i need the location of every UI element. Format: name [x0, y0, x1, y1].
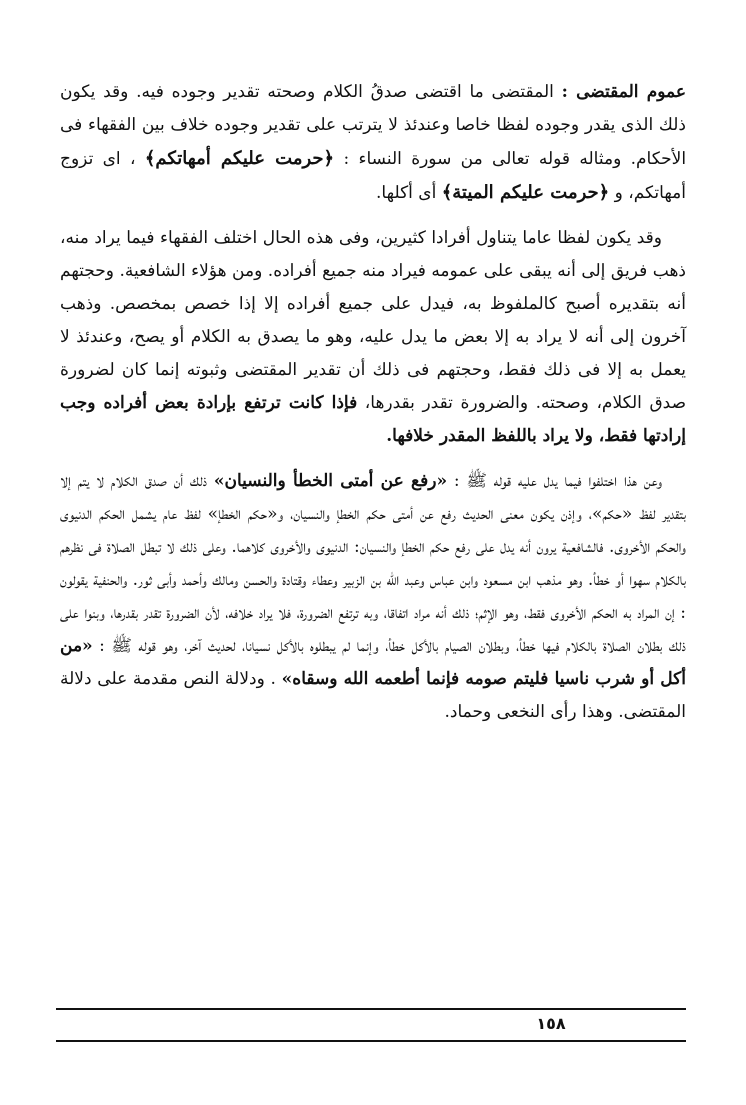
main-text — [60, 76, 686, 741]
paragraph-3-text-1: وعن هذا اختلفوا فيما يدل عليه قوله ﷺ : — [453, 471, 663, 491]
footer-rule-top — [56, 1008, 686, 1010]
paragraph-3-text-2: ذلك أن صدق الكلام لا يتم إلا بتقدير لفظ «حكم»، وإذن يكون معنى الحديث رفع عن أمتى حكم الخطإ والنسيان، و«حكم الخطإ» لفظ عام يشمل الحكم الدنيوى والحكم الأخروى. فالشافعية يرون أنه يدل على رفع حكم الخطإ والنسيان: الدنيوى والأخروى كلاهما. وعلى ذلك لا تبطل الصلاة فى نظرهم بالكلام سهوا أو خطأ. وهو مذهب ابن مسعود وابن عباس وعبد الله بن الزبير وعطاء وقتادة والحسن ومالك وأحمد وأبى ثور. والحنفية يقولون : إن المراد به الحكم الأخروى فقط، وهو الإثم؛ ذلك أنه مراد اتفاقا، وبه ترتفع الضرورة، فلا يراد خلافه، لأن الضرورة تقدر بقدرها، وبنوا على ذلك بطلان الصلاة بالكلام فيها خطأ، وبطلان الصيام بالأكل خطأ، وإنما لم يبطلوه بالأكل نسيانا، لحديث آخر، وهو قوله ﷺ : — [60, 471, 686, 656]
hadith-quote-2: «من أكل أو شرب ناسيا فليتم صومه فإنما أطعمه الله وسقاه» — [60, 636, 687, 689]
paragraph-3-text-3: . ودلالة النص مقدمة على دلالة المقتضى. وهذا رأى النخعى وحماد. — [60, 669, 686, 722]
paragraph-1-text-2: ، اى تزوج أمهاتكم، و — [60, 149, 686, 203]
paragraph-2-text-2: فإذا كانت ترتفع بإرادة بعض أفراده وجب إرادتها فقط، ولا يراد باللفظ المقدر خلافها. — [60, 393, 686, 446]
paragraph-1-text-3: أى أكلها. — [376, 183, 437, 203]
paragraph-2 — [60, 222, 686, 453]
quran-quote-2: ﴿حرمت عليكم الميتة﴾ — [441, 182, 610, 203]
page-number: ١٥٨ — [536, 1014, 566, 1033]
quran-quote-1: ﴿حرمت عليكم أمهاتكم﴾ — [144, 148, 335, 169]
section-term: عموم المقتضى : — [561, 82, 686, 102]
paragraph-1 — [60, 76, 686, 210]
footer-rule-bottom — [56, 1040, 686, 1042]
paragraph-3 — [60, 465, 686, 729]
hadith-quote-1: «رفع عن أمتى الخطأ والنسيان» — [213, 471, 448, 491]
paragraph-1-text-1: المقتضى ما اقتضى صدقُ الكلام وصحته تقدير وجوده فيه. وقد يكون ذلك الذى يقدر وجوده لفظا خاصا وعندئذ لا يترتب على تقدير وجوده خلاف بين الفقهاء فى الأحكام. ومثاله قوله تعالى من سورة النساء : — [60, 82, 687, 169]
paragraph-2-text-1: وقد يكون لفظا عاما يتناول أفرادا كثيرين، وفى هذه الحال اختلف الفقهاء فيما يراد منه، ذهب فريق إلى أنه يبقى على عمومه فيراد منه جميع أفراده. ومن هؤلاء الشافعية. وحجتهم أنه بتقديره أصبح كالملفوظ به، فيدل على جميع أفراده إلا إذا خصص بمخصص. وذهب آخرون إلى أنه لا يراد به إلا بعض ما يدل عليه، وهو ما يصدق به الكلام أو يصح، وعندئذ لا يعمل به إلا فى ذلك فقط، وحجتهم فى ذلك أن تقدير المقتضى وثبوته إنما كان لضرورة صدق الكلام، وصحته. والضرورة تقدر بقدرها، — [60, 228, 687, 413]
